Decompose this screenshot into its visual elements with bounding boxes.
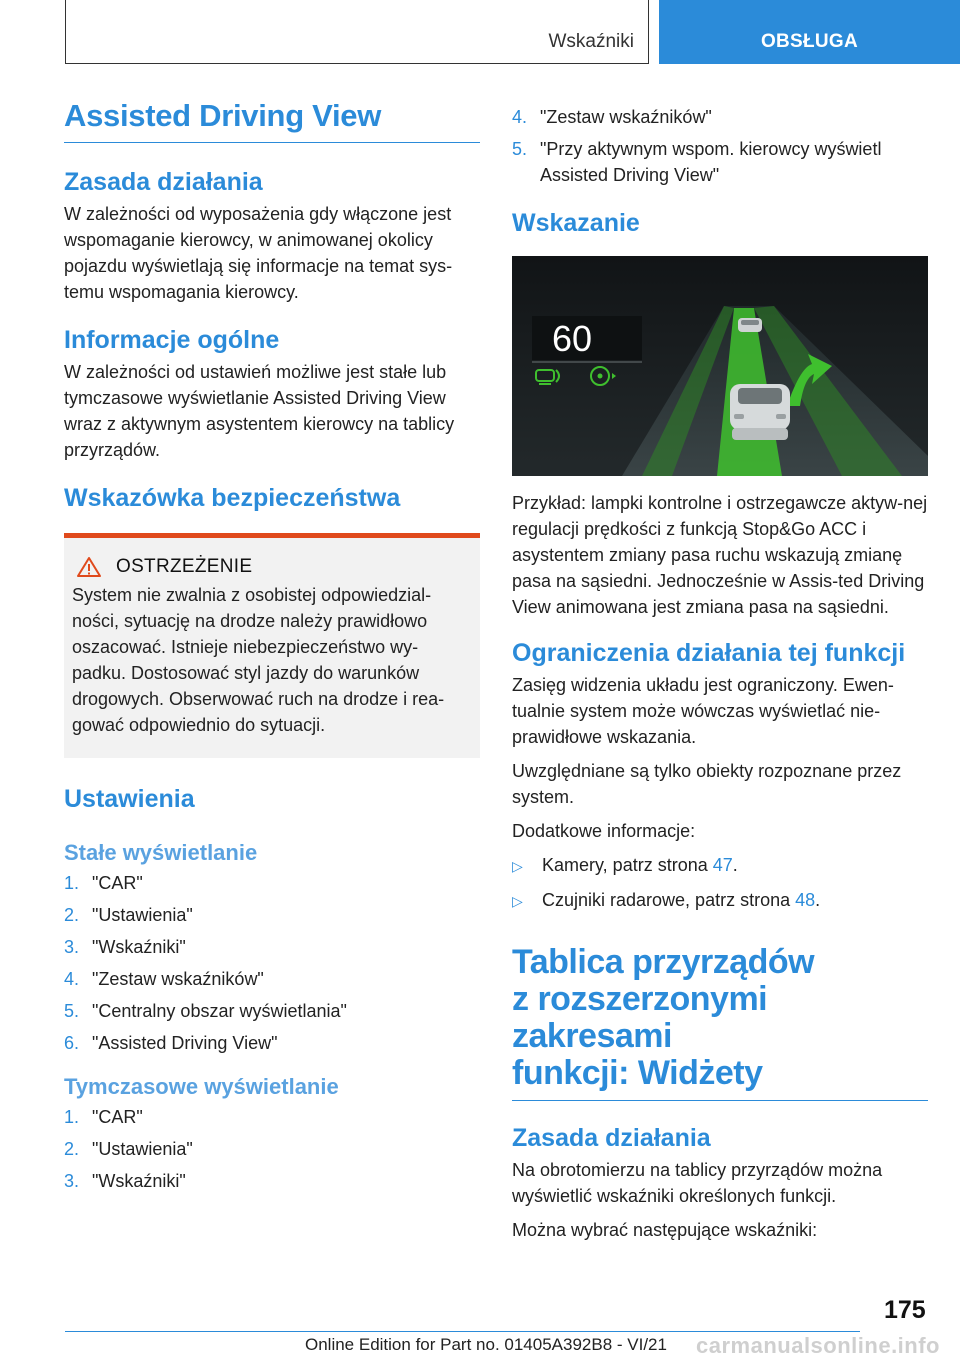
figure-speed-value: 60 bbox=[552, 318, 593, 359]
reference-item bbox=[542, 852, 738, 879]
page-link[interactable]: 47 bbox=[712, 855, 733, 875]
step-text: "Ustawienia" bbox=[92, 905, 193, 926]
step-number: 3. bbox=[64, 937, 80, 958]
section-title-line: funkcji: Widżety bbox=[512, 1054, 763, 1092]
paragraph-principle: W zależności od wyposażenia gdy włączone jest wspomaganie kierowcy, w animowanej okolicy pojazdu wyświetlają się informacje na temat sys-temu wspomagania kierowcy. bbox=[64, 203, 453, 302]
figure-caption: Przykład: lampki kontrolne i ostrzegawcze aktyw-nej regulacji prędkości z funkcją Stop&Go ACC i asystentem zmiany pasa ruchu wskazują zmianę pasa na sąsiedni. Jednocześnie w Assis-ted Driving View animowana jest zmiana pasa na sąsiedni. bbox=[512, 493, 928, 617]
list-item bbox=[64, 902, 480, 928]
step-number: 5. bbox=[64, 1001, 80, 1022]
bullet-triangle-icon: ▷ bbox=[512, 893, 523, 909]
header-section-label: Wskaźniki bbox=[548, 31, 634, 52]
reference-text: Kamery, patrz strona bbox=[542, 855, 713, 875]
heading-principle: Zasada działania bbox=[64, 167, 263, 196]
assisted-driving-illustration bbox=[512, 256, 928, 476]
list-item bbox=[512, 887, 928, 914]
step-number: 2. bbox=[64, 1139, 80, 1160]
header-chapter-tab: OBSŁUGA bbox=[659, 0, 960, 64]
step-number: 4. bbox=[512, 107, 528, 127]
heading-settings: Ustawienia bbox=[64, 784, 195, 813]
temporary-steps-list bbox=[64, 1104, 480, 1194]
list-item bbox=[64, 870, 480, 896]
reference-end: . bbox=[815, 890, 821, 910]
page-link[interactable]: 48 bbox=[795, 890, 816, 910]
reference-end: . bbox=[732, 855, 738, 875]
list-item bbox=[64, 998, 480, 1024]
list-item bbox=[64, 1136, 480, 1162]
warning-triangle-icon bbox=[76, 556, 102, 578]
footer-divider bbox=[65, 1331, 860, 1332]
warning-text: System nie zwalnia z osobistej odpowiedzial-ności, sytuację na drodze należy prawidłowo oszacować. Istnieje niebezpieczeństwo wy-padku. Dostosować styl jazdy do warunków drogowych. Obserwować ruch na drodze i rea-gować odpowiednio do sytuacji. bbox=[72, 584, 445, 735]
list-item bbox=[512, 852, 928, 879]
header-section-tab bbox=[65, 0, 649, 64]
page-number: 175 bbox=[884, 1296, 926, 1324]
paragraph-limits-1: Zasięg widzenia układu jest ograniczony. Ewen-tualnie system może wówczas wyświetlać nie-prawidłowe wskazania. bbox=[512, 675, 894, 747]
step-number: 3. bbox=[64, 1171, 80, 1192]
warning-header bbox=[76, 556, 472, 578]
right-column bbox=[512, 104, 928, 1243]
step-number: 5. bbox=[512, 139, 528, 159]
watermark: carmanualsonline.info bbox=[696, 1333, 940, 1358]
heading-principle-2: Zasada działania bbox=[512, 1124, 711, 1152]
heading-temporary: Tymczasowe wyświetlanie bbox=[64, 1074, 339, 1100]
paragraph-select: Można wybrać następujące wskaźniki: bbox=[512, 1220, 818, 1240]
list-item bbox=[512, 136, 928, 188]
footer-edition: Online Edition for Part no. 01405A392B8 - VI/21 bbox=[305, 1335, 667, 1354]
step-number: 6. bbox=[64, 1033, 80, 1054]
heading-safety: Wskazówka bezpieczeństwa bbox=[64, 483, 401, 512]
step-number: 4. bbox=[64, 969, 80, 990]
paragraph-general: W zależności od ustawień możliwe jest stałe lub tymczasowe wyświetlanie Assisted Driving View wraz z aktywnym asystentem kierowcy na tablicy przyrządów. bbox=[64, 361, 455, 460]
paragraph-limits-2: Uwzględniane są tylko obiekty rozpoznane przez system. bbox=[512, 761, 902, 807]
assisted-driving-figure bbox=[512, 256, 928, 476]
list-item bbox=[64, 1168, 480, 1194]
step-number: 2. bbox=[64, 905, 80, 926]
list-item bbox=[64, 966, 480, 992]
step-text: "CAR" bbox=[92, 1107, 143, 1128]
page-title: Assisted Driving View bbox=[64, 98, 480, 143]
section-title-line: Tablica przyrządów bbox=[512, 943, 815, 981]
permanent-steps-list bbox=[64, 870, 480, 1056]
reference-text: Czujniki radarowe, patrz strona bbox=[542, 890, 796, 910]
step-text: "Zestaw wskaźników" bbox=[92, 969, 264, 990]
bullet-triangle-icon: ▷ bbox=[512, 858, 523, 874]
heading-general: Informacje ogólne bbox=[64, 325, 280, 354]
paragraph-more-info: Dodatkowe informacje: bbox=[512, 821, 696, 841]
paragraph-principle-2: Na obrotomierzu na tablicy przyrządów można wyświetlić wskaźniki określonych funkcji. bbox=[512, 1160, 883, 1206]
section-title-widgets bbox=[512, 944, 928, 1101]
heading-limits: Ograniczenia działania tej funkcji bbox=[512, 639, 906, 667]
reference-item bbox=[542, 887, 820, 914]
step-text: "Assisted Driving View" bbox=[92, 1033, 278, 1054]
step-text: "Przy aktywnym wspom. kierowcy wyświetl Assisted Driving View" bbox=[540, 139, 882, 185]
section-title-line: z rozszerzonymi zakresami bbox=[512, 980, 768, 1055]
left-column bbox=[64, 98, 480, 1200]
heading-display: Wskazanie bbox=[512, 209, 640, 237]
temporary-steps-list-continued bbox=[512, 104, 928, 188]
list-item bbox=[64, 1030, 480, 1056]
warning-box bbox=[64, 533, 480, 758]
step-text: "Zestaw wskaźników" bbox=[540, 107, 712, 127]
list-item bbox=[64, 1104, 480, 1130]
step-text: "Wskaźniki" bbox=[92, 1171, 186, 1192]
step-number: 1. bbox=[64, 873, 80, 894]
warning-title: OSTRZEŻENIE bbox=[116, 555, 253, 577]
step-text: "Centralny obszar wyświetlania" bbox=[92, 1001, 347, 1022]
list-item bbox=[512, 104, 928, 130]
step-text: "Ustawienia" bbox=[92, 1139, 193, 1160]
reference-list bbox=[512, 852, 928, 914]
step-text: "Wskaźniki" bbox=[92, 937, 186, 958]
heading-permanent: Stałe wyświetlanie bbox=[64, 839, 258, 865]
step-number: 1. bbox=[64, 1107, 80, 1128]
step-text: "CAR" bbox=[92, 873, 143, 894]
list-item bbox=[64, 934, 480, 960]
